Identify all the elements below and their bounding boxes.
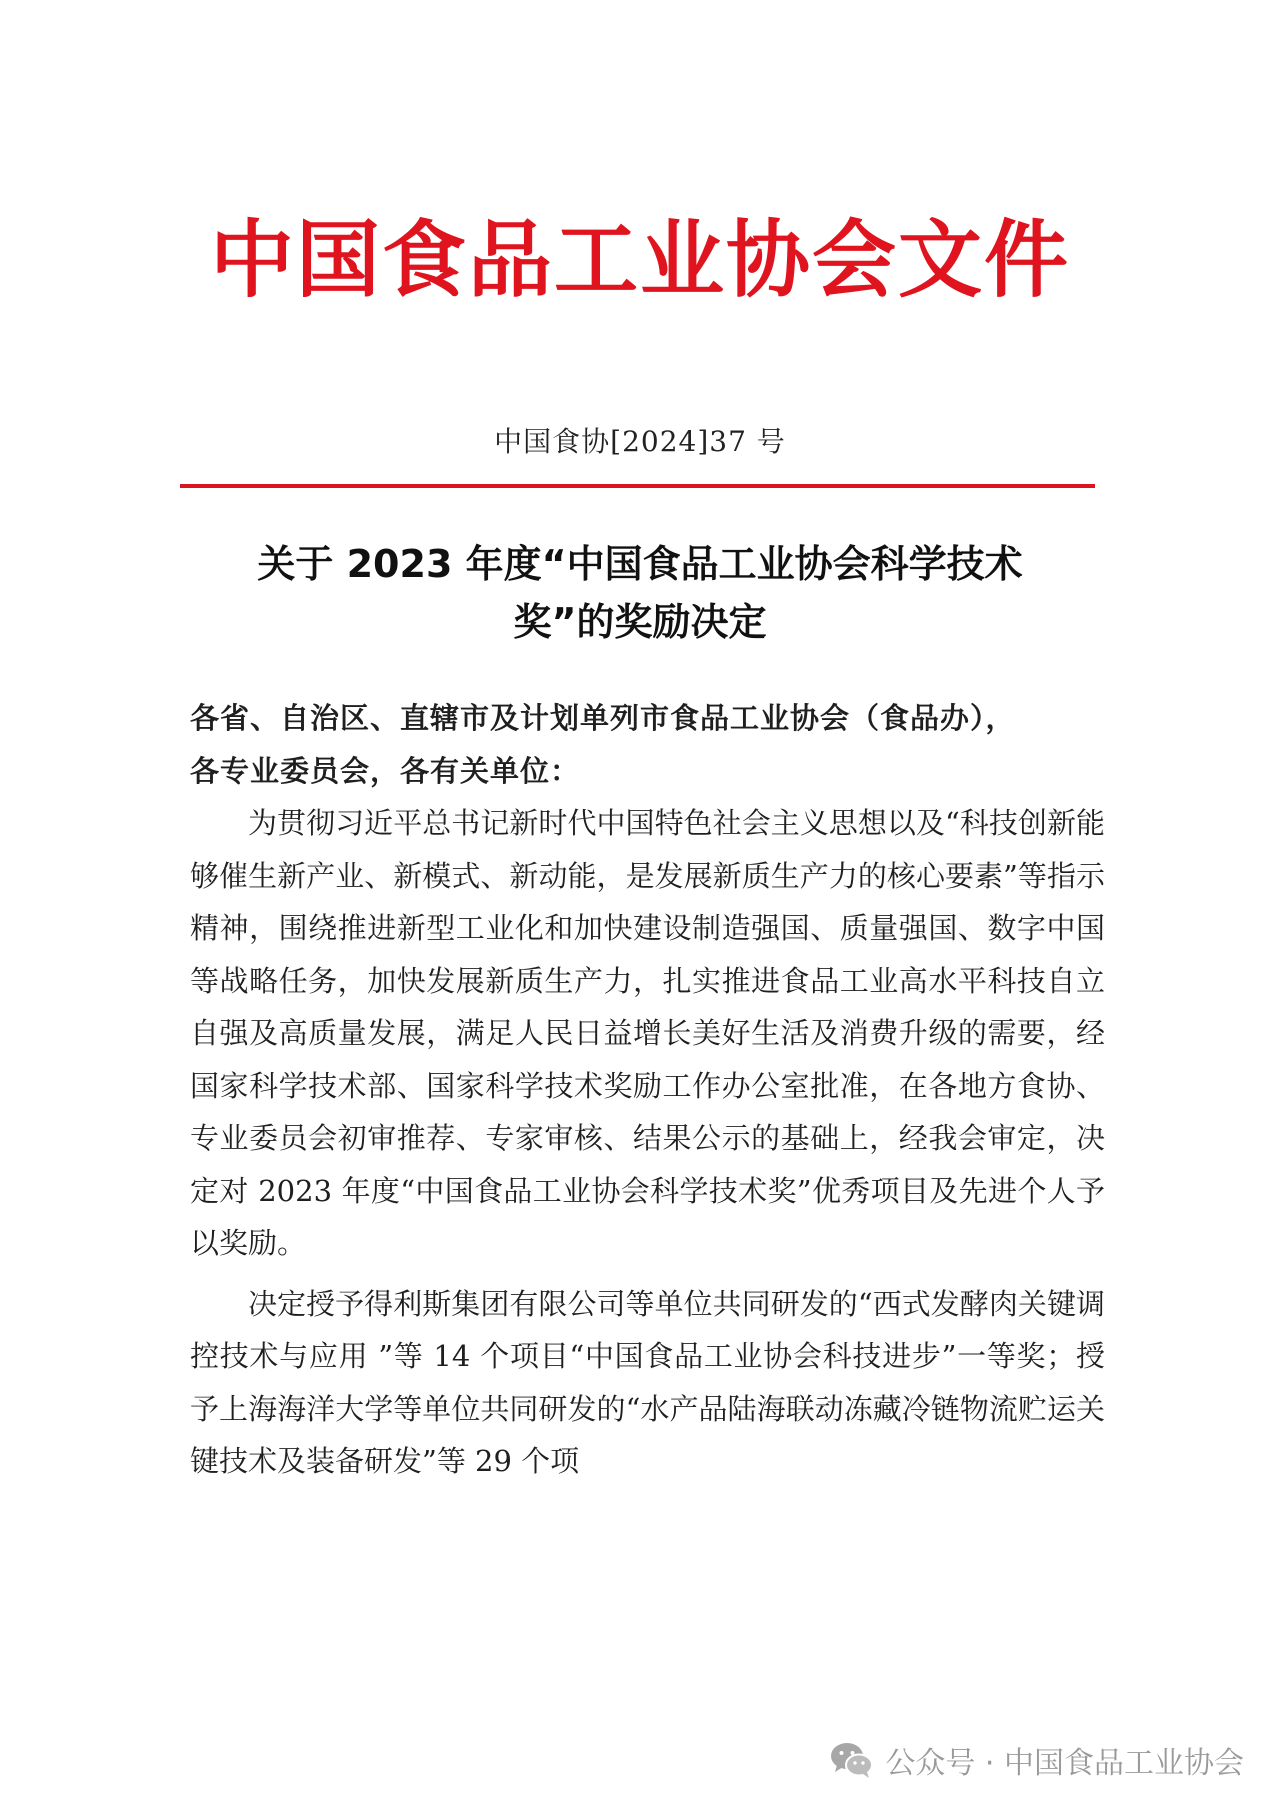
paragraph-2: 决定授予得利斯集团有限公司等单位共同研发的“西式发酵肉关键调控技术与应用 ”等 14 个项目“中国食品工业协会科技进步”一等奖；授予上海海洋大学等单位共同研发的“水产品陆海联动冻藏冷链物流贮运关键技术及装备研发”等 29 个项 — [190, 1286, 1105, 1478]
title-line-2: 奖”的奖励决定 — [513, 600, 767, 644]
recipients-line-2: 各专业委员会，各有关单位： — [190, 753, 581, 788]
recipients — [190, 692, 1105, 797]
red-divider-line — [180, 484, 1095, 488]
title-line-1: 关于 2023 年度“中国食品工业协会科学技术 — [257, 542, 1023, 586]
document-body — [190, 692, 1105, 1488]
paragraph-1: 为贯彻习近平总书记新时代中国特色社会主义思想以及“科技创新能够催生新产业、新模式、新动能，是发展新质生产力的核心要素”等指示精神，围绕推进新型工业化和加快建设制造强国、质量强国、数字中国等战略任务，加快发展新质生产力，扎实推进食品工业高水平科技自立自强及高质量发展，满足人民日益增长美好生活及消费升级的需要，经国家科学技术部、国家科学技术奖励工作办公室批准，在各地方食协、专业委员会初审推荐、专家审核、结果公示的基础上，经我会审定，决定对 2023 年度“中国食品工业协会科学技术奖”优秀项目及先进个人予以奖励。 — [190, 806, 1105, 1260]
document-title — [150, 535, 1130, 651]
document-number: 中国食协[2024]37 号 — [494, 425, 786, 458]
watermark-text: 公众号 · 中国食品工业协会 — [885, 1746, 1244, 1781]
wechat-watermark — [829, 1738, 1244, 1782]
wechat-icon — [829, 1740, 875, 1780]
recipients-line-1: 各省、自治区、直辖市及计划单列市食品工业协会（食品办）， — [190, 701, 1016, 735]
red-letterhead-title: 中国食品工业协会文件 — [209, 211, 1070, 309]
